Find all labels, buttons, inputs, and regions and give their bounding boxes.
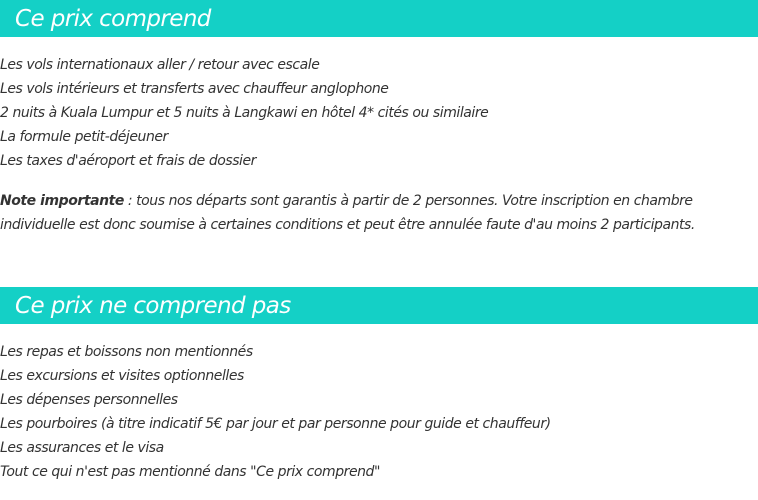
price-excludes-title: Ce prix ne comprend pas xyxy=(15,292,291,319)
list-item: Les vols intérieurs et transferts avec chauffeur anglophone xyxy=(0,81,389,97)
important-note xyxy=(0,189,758,237)
list-item: Tout ce qui n'est pas mentionné dans "Ce prix comprend" xyxy=(0,464,380,480)
list-item: Les taxes d'aéroport et frais de dossier xyxy=(0,153,256,169)
important-note-text: : tous nos départs sont garantis à partir de 2 personnes. Votre inscription en chambre individuelle est donc soumise à certaines conditions et peut être annulée faute d'au moins 2 participants. xyxy=(0,193,695,233)
price-includes-title: Ce prix comprend xyxy=(15,5,211,32)
list-item: Les pourboires (à titre indicatif 5€ par jour et par personne pour guide et chauffeur) xyxy=(0,416,551,432)
list-item: 2 nuits à Kuala Lumpur et 5 nuits à Langkawi en hôtel 4* cités ou similaire xyxy=(0,105,489,121)
list-item: Les dépenses personnelles xyxy=(0,392,178,408)
list-item: La formule petit-déjeuner xyxy=(0,129,168,145)
list-item: Les assurances et le visa xyxy=(0,440,164,456)
list-item: Les vols internationaux aller / retour avec escale xyxy=(0,57,320,73)
price-excludes-header xyxy=(0,287,758,324)
important-note-label: Note importante xyxy=(0,193,124,209)
price-includes-list xyxy=(0,53,488,173)
list-item: Les repas et boissons non mentionnés xyxy=(0,344,253,360)
price-includes-header xyxy=(0,0,758,37)
price-excludes-list xyxy=(0,340,551,484)
list-item: Les excursions et visites optionnelles xyxy=(0,368,244,384)
